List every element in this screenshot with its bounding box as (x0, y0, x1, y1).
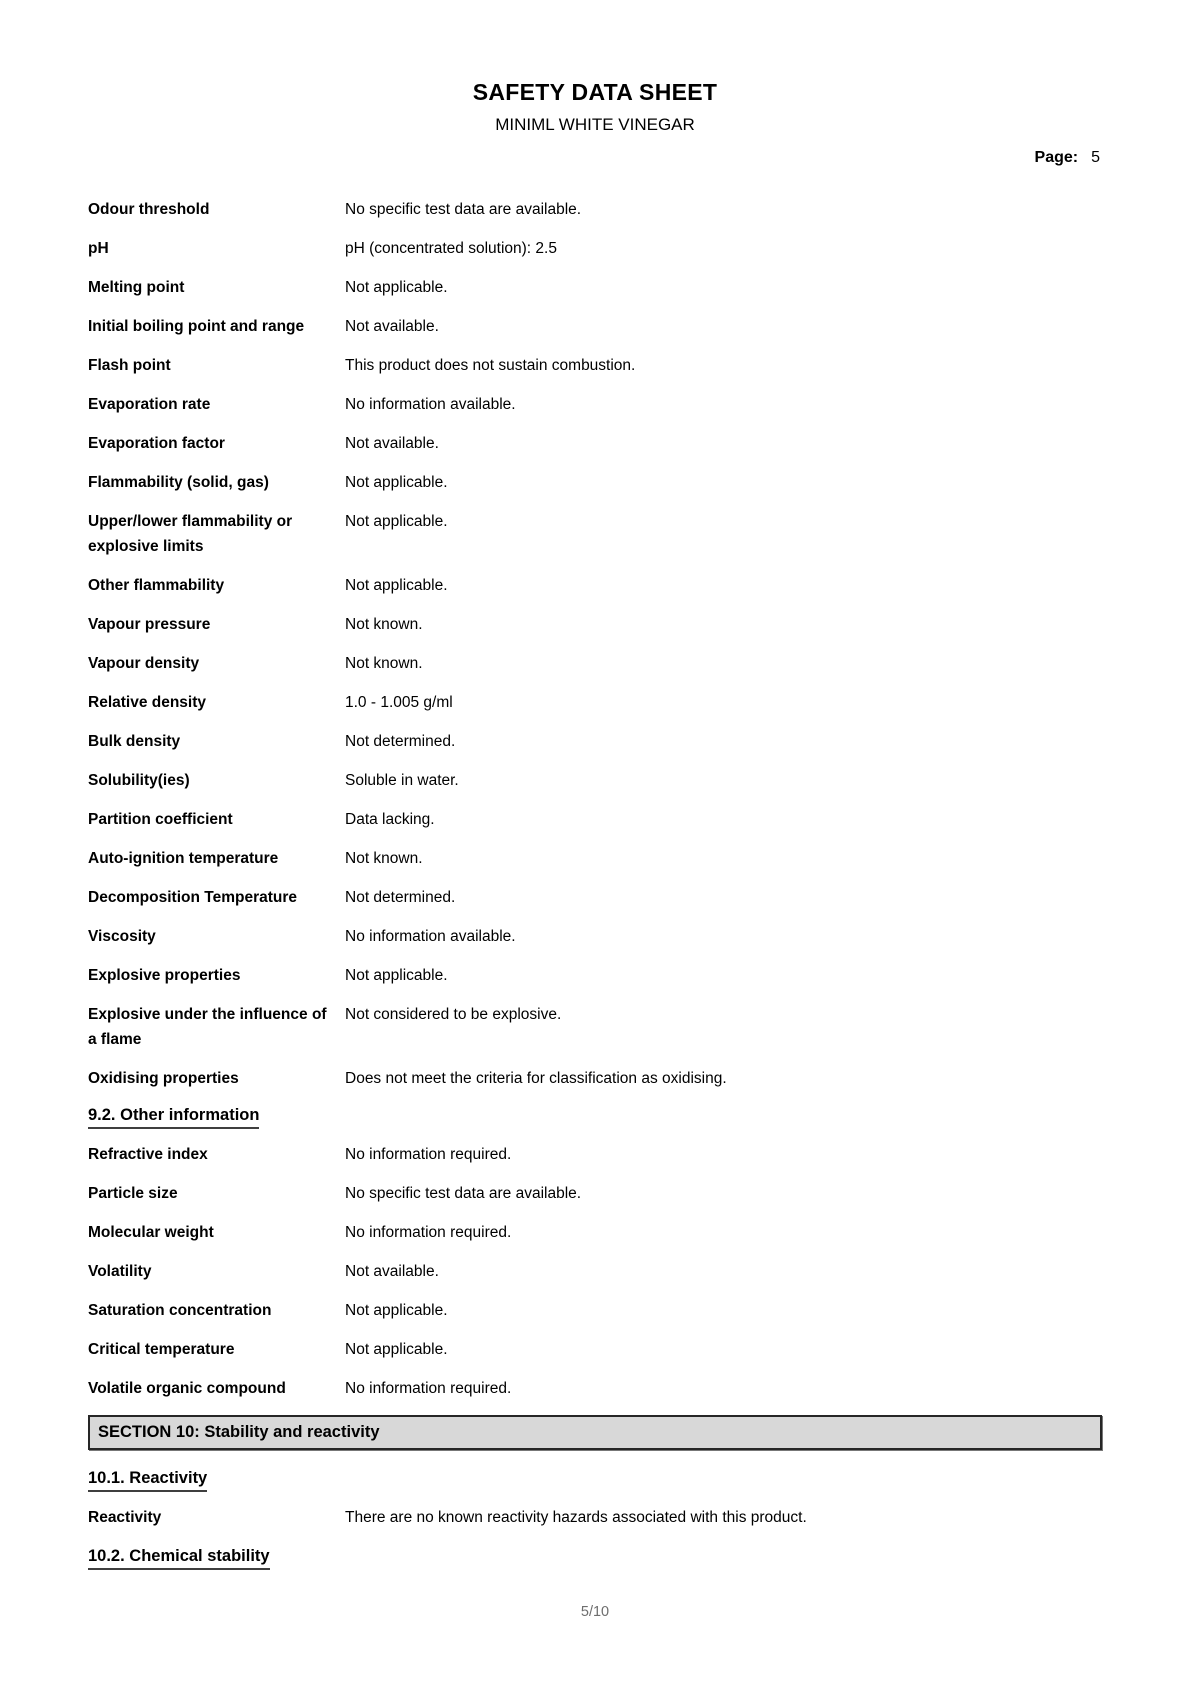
section10-reactivity-list (88, 1505, 1102, 1530)
property-label: Reactivity (88, 1509, 162, 1526)
property-value: Not considered to be explosive. (345, 1006, 562, 1023)
section10-header: SECTION 10: Stability and reactivity (88, 1415, 1102, 1450)
property-value: Not applicable. (345, 1302, 448, 1319)
property-value: This product does not sustain combustion. (345, 357, 636, 374)
property-row (88, 1298, 1102, 1323)
property-row (88, 807, 1102, 832)
property-row (88, 314, 1102, 339)
property-row (88, 275, 1102, 300)
property-label: Explosive properties (88, 967, 241, 984)
property-label: Auto-ignition temperature (88, 850, 279, 867)
property-label: Vapour pressure (88, 616, 211, 633)
property-row (88, 1181, 1102, 1206)
property-row (88, 612, 1102, 637)
property-value: Not determined. (345, 733, 456, 750)
subsection-heading-10-2: 10.2. Chemical stability (88, 1546, 270, 1570)
property-label: Critical temperature (88, 1341, 235, 1358)
page-footer: 5/10 (580, 1604, 610, 1620)
property-label: Volatile organic compound (88, 1380, 286, 1397)
property-row (88, 924, 1102, 949)
subsection-9-2 (88, 1105, 1102, 1129)
subsection-10-2 (88, 1546, 1102, 1570)
property-value: Not determined. (345, 889, 456, 906)
property-label: Molecular weight (88, 1224, 214, 1241)
property-value: Not applicable. (345, 279, 448, 296)
doc-title: SAFETY DATA SHEET (472, 79, 718, 105)
property-row (88, 509, 1102, 559)
property-value: No information available. (345, 928, 516, 945)
section9-properties-list (88, 197, 1102, 1091)
property-label: Bulk density (88, 733, 181, 750)
property-value: There are no known reactivity hazards associated with this product. (345, 1509, 807, 1526)
property-row (88, 768, 1102, 793)
property-row (88, 197, 1102, 222)
property-row (88, 885, 1102, 910)
property-value: Soluble in water. (345, 772, 459, 789)
property-label: Flammability (solid, gas) (88, 474, 269, 491)
property-value: No specific test data are available. (345, 201, 582, 218)
property-row (88, 729, 1102, 754)
property-value: No information available. (345, 396, 516, 413)
property-row (88, 1142, 1102, 1167)
property-value: pH (concentrated solution): 2.5 (345, 240, 557, 257)
subsection-10-1 (88, 1468, 1102, 1492)
property-label: Melting point (88, 279, 185, 296)
property-row (88, 431, 1102, 456)
property-value: No specific test data are available. (345, 1185, 582, 1202)
property-label: Particle size (88, 1185, 178, 1202)
property-row (88, 1376, 1102, 1401)
property-value: Not applicable. (345, 474, 448, 491)
property-label: Viscosity (88, 928, 156, 945)
property-value: Not applicable. (345, 577, 448, 594)
property-row (88, 1220, 1102, 1245)
document-content (88, 0, 1102, 1583)
property-value: 1.0 - 1.005 g/ml (345, 694, 453, 711)
property-label: Solubility(ies) (88, 772, 190, 789)
property-label: Explosive under the influence of a flame (88, 1006, 327, 1048)
property-value: Not available. (345, 318, 439, 335)
property-row (88, 1505, 1102, 1530)
property-label: Volatility (88, 1263, 152, 1280)
page-number: 5 (1091, 149, 1100, 166)
property-label: Refractive index (88, 1146, 208, 1163)
property-row (88, 963, 1102, 988)
property-label: Saturation concentration (88, 1302, 272, 1319)
property-label: Upper/lower flammability or explosive limits (88, 513, 293, 555)
property-row (88, 1002, 1102, 1052)
property-label: Other flammability (88, 577, 225, 594)
doc-subtitle: MINIML WHITE VINEGAR (495, 115, 695, 134)
property-value: Data lacking. (345, 811, 435, 828)
property-row (88, 573, 1102, 598)
page-label: Page: (1034, 149, 1079, 166)
property-row (88, 353, 1102, 378)
page-indicator (88, 148, 1102, 168)
property-label: pH (88, 240, 109, 257)
property-row (88, 690, 1102, 715)
section9-other-properties-list (88, 1142, 1102, 1401)
property-label: Odour threshold (88, 201, 210, 218)
property-row (88, 1259, 1102, 1284)
property-value: Not known. (345, 616, 423, 633)
property-row (88, 236, 1102, 261)
property-value: No information required. (345, 1224, 512, 1241)
property-value: Not available. (345, 1263, 439, 1280)
property-label: Relative density (88, 694, 207, 711)
property-row (88, 1066, 1102, 1091)
property-label: Flash point (88, 357, 171, 374)
property-label: Oxidising properties (88, 1070, 239, 1087)
property-label: Decomposition Temperature (88, 889, 298, 906)
property-value: No information required. (345, 1146, 512, 1163)
property-value: Not known. (345, 850, 423, 867)
property-value: Not applicable. (345, 967, 448, 984)
property-value: Not available. (345, 435, 439, 452)
property-row (88, 470, 1102, 495)
property-label: Initial boiling point and range (88, 318, 305, 335)
property-label: Evaporation rate (88, 396, 211, 413)
property-row (88, 651, 1102, 676)
property-value: Not applicable. (345, 1341, 448, 1358)
property-label: Evaporation factor (88, 435, 225, 452)
property-row (88, 846, 1102, 871)
property-value: Not known. (345, 655, 423, 672)
property-label: Vapour density (88, 655, 200, 672)
property-row (88, 1337, 1102, 1362)
property-label: Partition coefficient (88, 811, 233, 828)
property-value: Does not meet the criteria for classification as oxidising. (345, 1070, 727, 1087)
subsection-heading-10-1: 10.1. Reactivity (88, 1468, 207, 1492)
property-value: No information required. (345, 1380, 512, 1397)
property-value: Not applicable. (345, 513, 448, 530)
property-row (88, 392, 1102, 417)
subsection-heading-9-2: 9.2. Other information (88, 1105, 259, 1129)
